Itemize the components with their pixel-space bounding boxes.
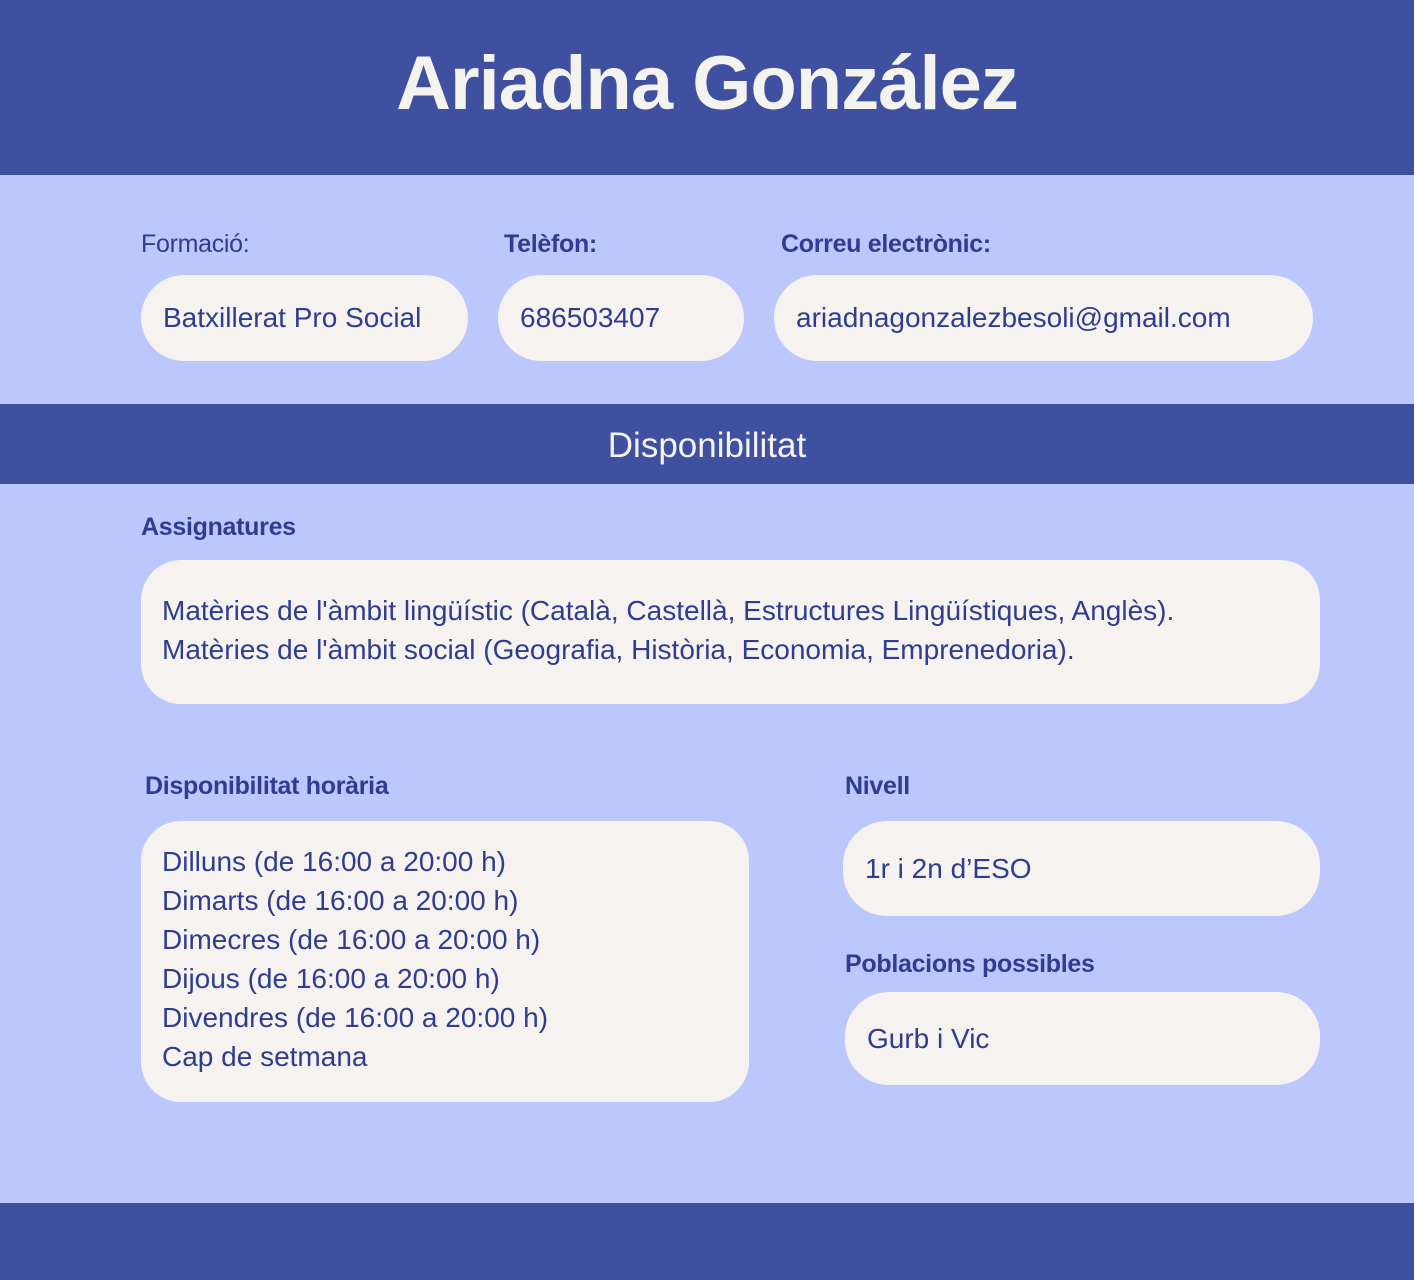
footer-band [0,1203,1414,1280]
formacio-field: Batxillerat Pro Social [141,275,468,361]
horaria-line: Cap de setmana [162,1041,368,1072]
correu-label: Correu electrònic: [781,230,991,258]
assignatures-label: Assignatures [141,513,296,541]
formacio-label: Formació: [141,230,250,258]
section-title: Disponibilitat [607,426,807,465]
horaria-label: Disponibilitat horària [145,772,389,800]
poblacions-label: Poblacions possibles [845,950,1095,978]
telefon-label: Telèfon: [504,230,597,258]
horaria-line: Dijous (de 16:00 a 20:00 h) [162,963,500,994]
nivell-label: Nivell [845,772,910,800]
horaria-box [141,821,749,1102]
nivell-field: 1r i 2n d’ESO [843,821,1320,916]
horaria-line: Divendres (de 16:00 a 20:00 h) [162,1002,549,1033]
assignatures-line: Matèries de l'àmbit social (Geografia, Història, Economia, Emprenedoria). [162,634,1075,665]
horaria-line: Dilluns (de 16:00 a 20:00 h) [162,846,506,877]
poblacions-field: Gurb i Vic [845,992,1320,1085]
horaria-line: Dimarts (de 16:00 a 20:00 h) [162,885,519,916]
correu-field: ariadnagonzalezbesoli@gmail.com [774,275,1313,361]
horaria-line: Dimecres (de 16:00 a 20:00 h) [162,924,541,955]
telefon-field: 686503407 [498,275,744,361]
page-title: Ariadna González [396,41,1018,126]
assignatures-line: Matèries de l'àmbit lingüístic (Català, Castellà, Estructures Lingüístiques, Anglès). [162,595,1175,626]
assignatures-box [141,560,1320,704]
